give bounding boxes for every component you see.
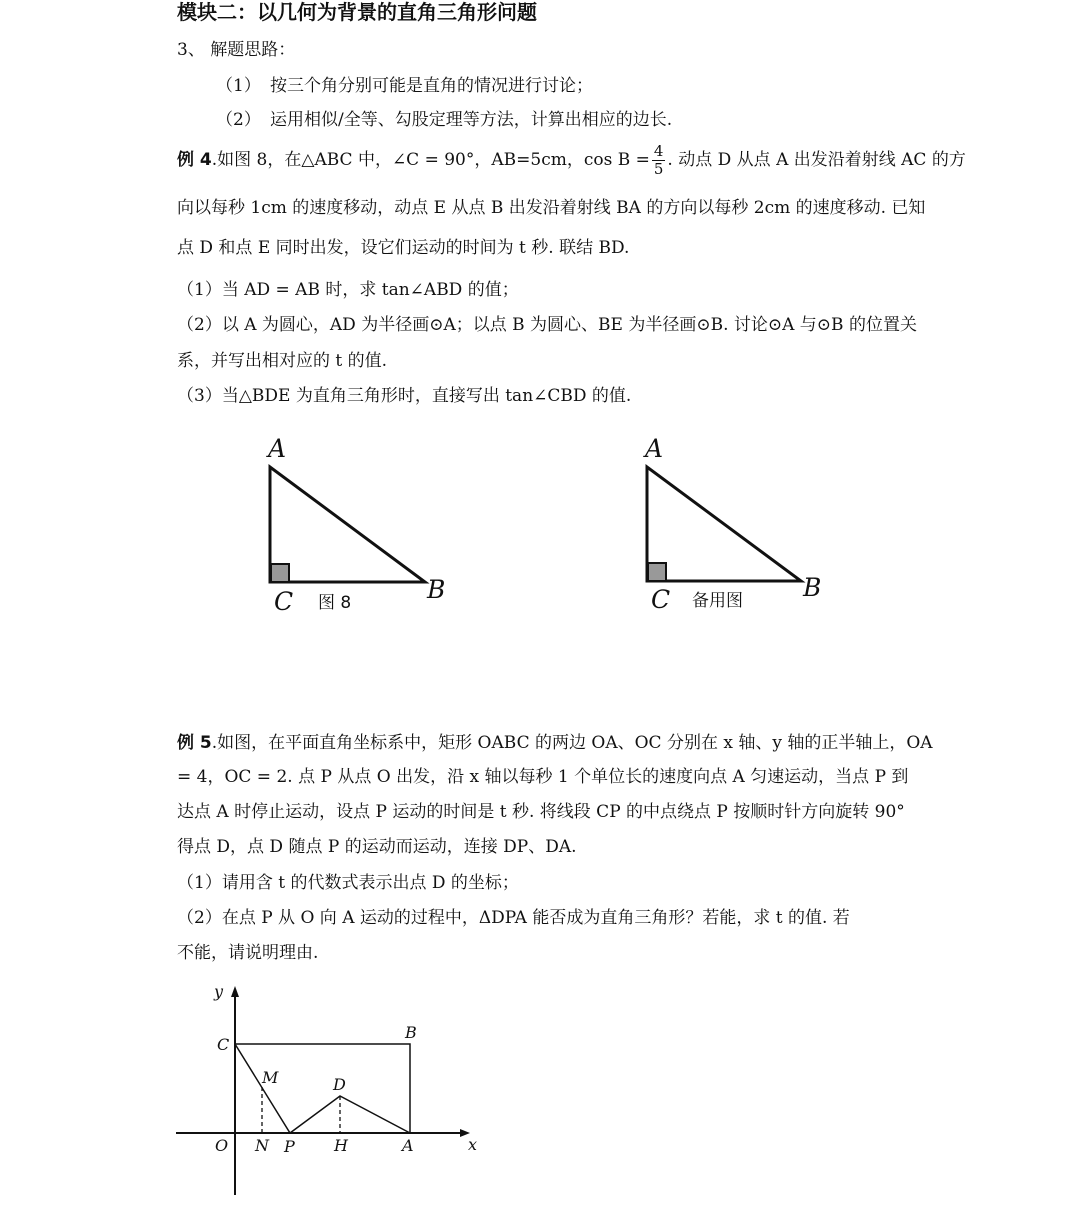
point-d-label: D <box>333 1075 346 1094</box>
point-m-label: M <box>262 1068 279 1087</box>
example4-line2: 向以每秒 1cm 的速度移动，动点 E 从点 B 出发沿着射线 BA 的方向以每秒 2cm 的速度移动. 已知 <box>177 198 926 218</box>
example5-line2: = 4，OC = 2. 点 P 从点 O 出发，沿 x 轴以每秒 1 个单位长的速度向点 A 匀速运动，当点 P 到 <box>177 767 909 787</box>
vertex-a-label: A <box>268 434 287 463</box>
example4-line1-a: .如图 8，在△ABC 中，∠C = 90°，AB=5cm，cos B = <box>211 150 650 170</box>
example4-line3: 点 D 和点 E 同时出发，设它们运动的时间为 t 秒. 联结 BD. <box>177 238 630 258</box>
spare-figure <box>643 434 821 614</box>
y-axis-arrow <box>231 986 239 997</box>
y-axis-label: y <box>214 982 224 1001</box>
section-title: 模块二：以几何为背景的直角三角形问题 <box>177 0 537 24</box>
example5-question-2-line2: 不能，请说明理由. <box>177 943 319 963</box>
example5-question-1: （1）请用含 t 的代数式表示出点 D 的坐标； <box>177 873 519 893</box>
example5-line1-text: .如图，在平面直角坐标系中，矩形 OABC 的两边 OA、OC 分别在 x 轴、y 轴的正半轴上，OA <box>211 733 933 753</box>
coordinate-figure <box>176 982 477 1195</box>
point-n-label: N <box>255 1136 269 1155</box>
fraction-denominator: 5 <box>653 160 664 178</box>
example4-label: 例 4 <box>177 150 212 170</box>
method-item-2-num: （2） <box>216 110 261 130</box>
point-c-label: C <box>217 1035 230 1054</box>
right-angle-marker <box>648 563 666 581</box>
vertex-c-label: C <box>651 585 671 614</box>
triangle-abc <box>647 467 801 581</box>
path-c-p-d-a <box>235 1044 410 1133</box>
method-item-1-num: （1） <box>216 76 261 96</box>
triangle-abc <box>270 467 425 582</box>
point-a-label: A <box>402 1136 414 1155</box>
point-p-label: P <box>284 1137 295 1156</box>
figure-caption: 图 8 <box>318 593 352 613</box>
example5-line3: 达点 A 时停止运动，设点 P 运动的时间是 t 秒. 将线段 CP 的中点绕点 P 按顺时针方向旋转 90° <box>177 802 905 822</box>
example4-question-2-line1: （2）以 A 为圆心，AD 为半径画⊙A；以点 B 为圆心、BE 为半径画⊙B. 讨论⊙A 与⊙B 的位置关 <box>177 315 917 335</box>
example5-line4: 得点 D，点 D 随点 P 的运动而运动，连接 DP、DA. <box>177 837 577 857</box>
method-item-1-text: 按三个角分别可能是直角的情况进行讨论； <box>270 76 593 96</box>
point-h-label: H <box>334 1136 348 1155</box>
example4-question-2-line2: 系，并写出相对应的 t 的值. <box>177 351 388 371</box>
vertex-a-label: A <box>645 434 664 463</box>
example4-line1-b: . 动点 D 从点 A 出发沿着射线 AC 的方 <box>667 150 966 170</box>
figure-caption: 备用图 <box>692 591 743 611</box>
method-heading: 3、 解题思路： <box>177 40 296 60</box>
vertex-b-label: B <box>803 573 822 602</box>
figure-8 <box>266 434 445 616</box>
x-axis-label: x <box>468 1135 478 1154</box>
origin-label: O <box>215 1136 229 1155</box>
example4-question-3: （3）当△BDE 为直角三角形时，直接写出 tan∠CBD 的值. <box>177 386 632 406</box>
vertex-c-label: C <box>274 587 294 616</box>
right-angle-marker <box>271 564 289 582</box>
method-item-2-text: 运用相似/全等、勾股定理等方法，计算出相应的边长. <box>270 110 673 130</box>
point-b-label: B <box>405 1023 417 1042</box>
example4-question-1: （1）当 AD = AB 时，求 tan∠ABD 的值； <box>177 280 519 300</box>
example5-question-2-line1: （2）在点 P 从 O 向 A 运动的过程中，ΔDPA 能否成为直角三角形？若能，求 t 的值. 若 <box>177 908 850 928</box>
vertex-b-label: B <box>427 575 446 604</box>
example5-label: 例 5 <box>177 733 212 753</box>
fraction-numerator: 4 <box>653 142 664 160</box>
